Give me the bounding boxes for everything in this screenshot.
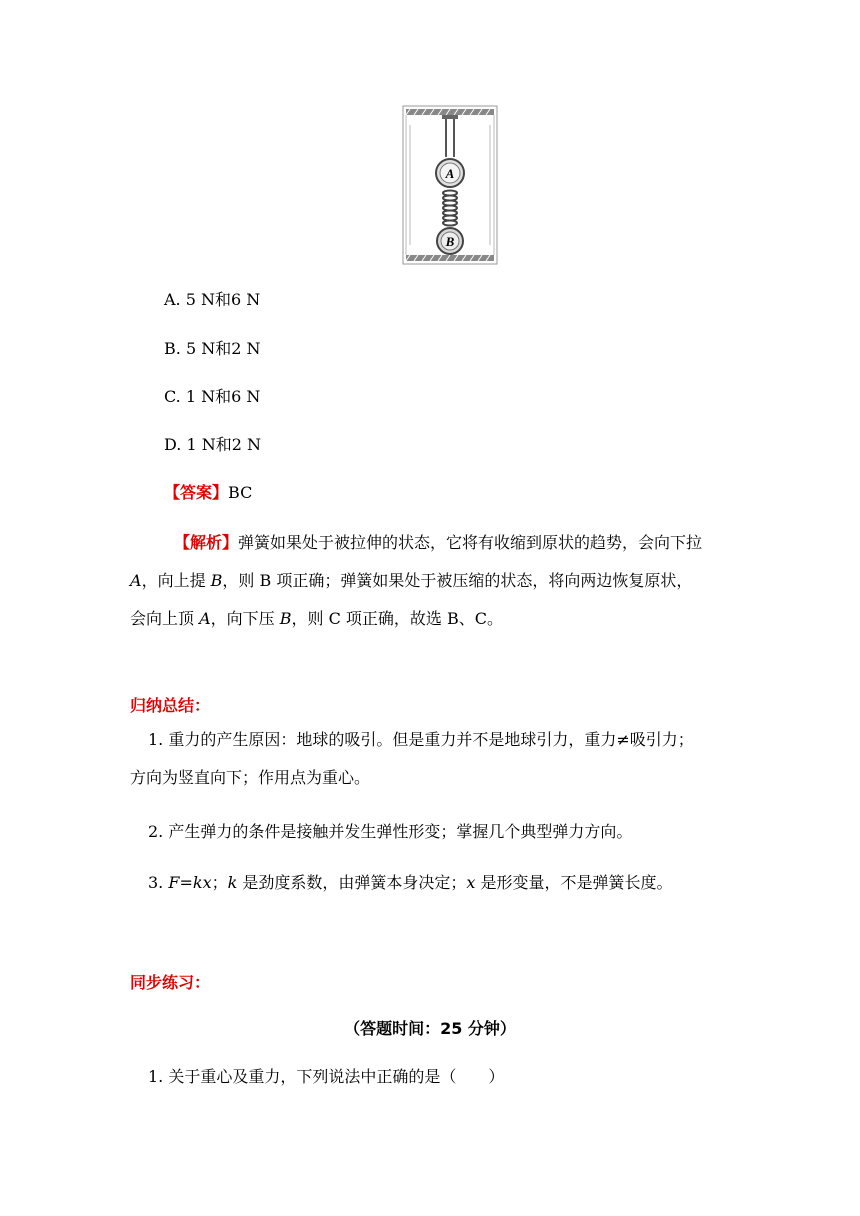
analysis-var: B xyxy=(210,571,223,590)
summary-text: 是形变量，不是弹簧长度。 xyxy=(475,873,673,892)
summary-item-1-line-2: 方向为竖直向下；作用点为重心。 xyxy=(130,768,371,787)
analysis-paragraph xyxy=(130,524,740,638)
formula-var: x xyxy=(466,873,476,892)
analysis-text-3: ，则 B 项正确；弹簧如果处于被压缩的状态，将向两边恢复原状， xyxy=(222,571,693,590)
answer-tag: 【答案】 xyxy=(164,483,229,502)
analysis-text-6: ，则 C 项正确，故选 B、C。 xyxy=(291,609,504,628)
ball-b-label: B xyxy=(445,234,455,249)
ball-a-label: A xyxy=(445,166,455,181)
analysis-tag: 【解析】 xyxy=(174,533,239,552)
analysis-text-1: 弹簧如果处于被拉伸的状态，它将有收缩到原状的趋势，会向下拉 xyxy=(238,533,703,552)
summary-item-2: 2. 产生弹力的条件是接触并发生弹性形变；掌握几个典型弹力方向。 xyxy=(148,822,633,841)
option-letter: A. xyxy=(164,290,181,309)
analysis-var: A xyxy=(130,571,142,590)
formula-var: F xyxy=(168,873,180,892)
option-c xyxy=(164,385,260,409)
summary-text: 是劲度系数，由弹簧本身决定； xyxy=(237,873,467,892)
option-text: 1 N和2 N xyxy=(186,435,261,454)
time-note: （答题时间：25 分钟） xyxy=(344,1019,516,1038)
formula-eq: = xyxy=(179,873,193,892)
analysis-text-2: ，向上提 xyxy=(141,571,211,590)
formula-sep: ； xyxy=(211,873,228,892)
option-text: 5 N和6 N xyxy=(185,290,261,309)
option-b xyxy=(164,337,260,361)
summary-heading: 归纳总结： xyxy=(130,696,211,715)
option-a xyxy=(164,288,260,312)
option-text: 1 N和6 N xyxy=(185,387,261,406)
analysis-text-4: 会向上顶 xyxy=(130,609,200,628)
question-1: 1. 关于重心及重力，下列说法中正确的是（ ） xyxy=(148,1067,505,1086)
answer-line xyxy=(164,481,252,505)
formula-var: kx xyxy=(192,873,212,892)
answer-value: BC xyxy=(228,483,253,502)
option-letter: C. xyxy=(164,387,181,406)
formula-var: k xyxy=(227,873,238,892)
summary-item-1-line-1: 1. 重力的产生原因：地球的吸引。但是重力并不是地球引力，重力≠吸引力； xyxy=(148,730,694,749)
analysis-text-5: ，向下压 xyxy=(210,609,280,628)
summary-item-1 xyxy=(130,721,740,797)
analysis-var: B xyxy=(279,609,292,628)
option-d xyxy=(164,433,261,457)
option-letter: B. xyxy=(164,339,181,358)
analysis-var: A xyxy=(199,609,211,628)
summary-item-3 xyxy=(148,871,673,895)
option-text: 5 N和2 N xyxy=(185,339,261,358)
item-number: 3. xyxy=(148,873,169,892)
spring-balls-figure xyxy=(402,105,498,265)
practice-heading: 同步练习： xyxy=(130,973,211,992)
spring-diagram xyxy=(402,105,498,265)
option-letter: D. xyxy=(164,435,182,454)
